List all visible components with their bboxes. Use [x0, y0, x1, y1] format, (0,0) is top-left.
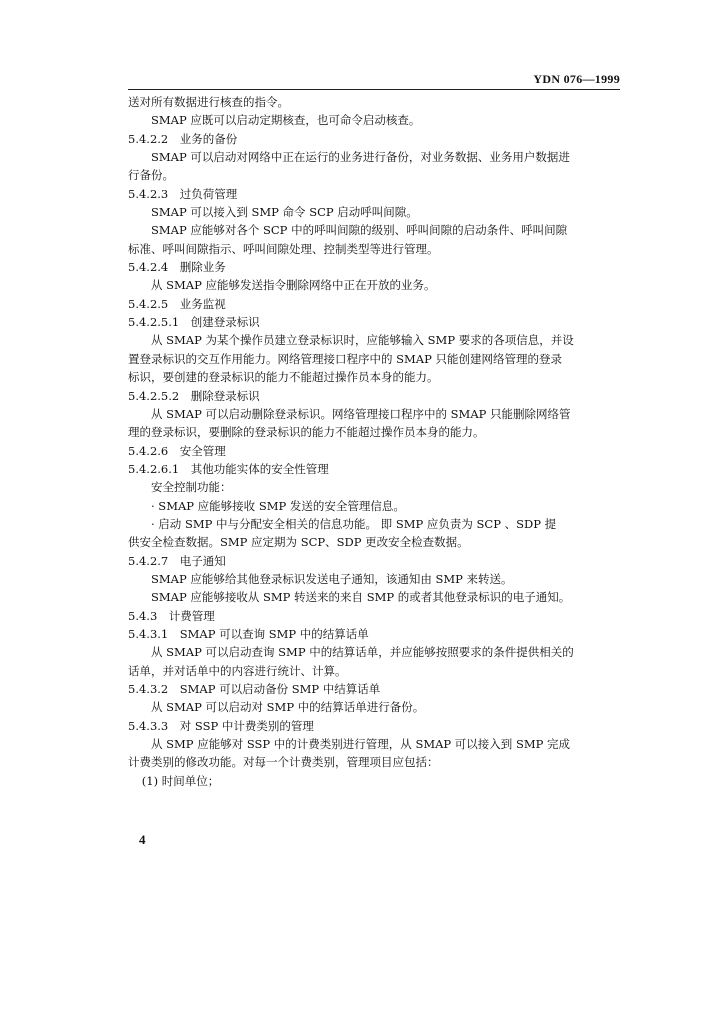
text-line: 从 SMP 应能够对 SSP 中的计费类别进行管理，从 SMAP 可以接入到 SMP 完成 — [151, 737, 571, 752]
text-line: 安全控制功能： — [151, 480, 232, 495]
bullet-line: · SMAP 应能够接收 SMP 发送的安全管理信息。 — [151, 498, 405, 513]
text-line: 标识，要创建的登录标识的能力不能超过操作员本身的能力。 — [128, 370, 439, 385]
running-header: YDN 076—1999 — [533, 72, 620, 86]
text-line: 送对所有数据进行核查的指令。 — [128, 95, 289, 109]
text-line: SMAP 应既可以启动定期核查，也可命令启动核查。 — [151, 113, 421, 128]
text-line: 标准、呼叫间隙指示、呼叫间隙处理、控制类型等进行管理。 — [128, 241, 439, 256]
text-line: SMAP 应能够对各个 SCP 中的呼叫间隙的级别、呼叫间隙的启动条件、呼叫间隙 — [151, 223, 568, 238]
text-line: SMAP 可以接入到 SMP 命令 SCP 启动呼叫间隙。 — [151, 205, 418, 220]
text-line: 计费类别的修改功能。对每一个计费类别，管理项目应包括： — [128, 755, 439, 770]
document-body — [128, 93, 620, 790]
section-heading: 5.4.3.1 SMAP 可以查询 SMP 中的结算话单 — [128, 626, 369, 641]
header-rule — [128, 89, 620, 90]
page-number: 4 — [139, 832, 146, 847]
text-line: 话单，并对话单中的内容进行统计、计算。 — [128, 663, 347, 678]
bullet-line: · 启动 SMP 中与分配安全相关的信息功能。 即 SMP 应负责为 SCP 、SDP 提 — [151, 516, 557, 531]
text-line: 供安全检查数据。SMP 应定期为 SCP、SDP 更改安全检查数据。 — [128, 535, 469, 550]
text-line: 从 SMAP 应能够发送指令删除网络中正在开放的业务。 — [151, 278, 436, 293]
text-line: 行备份。 — [128, 168, 174, 183]
section-heading: 5.4.2.4 删除业务 — [128, 260, 226, 275]
section-heading: 5.4.2.5.1 创建登录标识 — [128, 315, 260, 330]
text-line: SMAP 可以启动对网络中正在运行的业务进行备份，对业务数据、业务用户数据进 — [151, 150, 570, 165]
section-heading: 5.4.3 计费管理 — [128, 608, 215, 623]
section-heading: 5.4.2.2 业务的备份 — [128, 131, 238, 146]
text-line: 从 SMAP 为某个操作员建立登录标识时，应能够输入 SMP 要求的各项信息，并设 — [151, 333, 574, 348]
text-line: 理的登录标识，要删除的登录标识的能力不能超过操作员本身的能力。 — [128, 425, 485, 440]
section-heading: 5.4.2.5.2 删除登录标识 — [128, 388, 260, 403]
section-heading: 5.4.3.2 SMAP 可以启动备份 SMP 中结算话单 — [128, 682, 381, 696]
text-line: 置登录标识的交互作用能力。网络管理接口程序中的 SMAP 只能创建网络管理的登录 — [128, 351, 563, 366]
section-heading: 5.4.2.7 电子通知 — [128, 553, 226, 568]
section-heading: 5.4.2.6.1 其他功能实体的安全性管理 — [128, 461, 329, 476]
text-line: 从 SMAP 可以启动删除登录标识。网络管理接口程序中的 SMAP 只能删除网络管 — [151, 406, 571, 421]
section-heading: 5.4.2.6 安全管理 — [128, 443, 226, 458]
section-heading: 5.4.2.5 业务监视 — [128, 296, 226, 311]
text-line: SMAP 应能够给其他登录标识发送电子通知，该通知由 SMP 来转送。 — [151, 571, 513, 586]
section-heading: 5.4.3.3 对 SSP 中计费类别的管理 — [128, 718, 314, 733]
list-item: (1) 时间单位； — [141, 773, 220, 788]
text-line: 从 SMAP 可以启动查询 SMP 中的结算话单，并应能够按照要求的条件提供相关的 — [151, 645, 574, 660]
text-line: SMAP 应能够接收从 SMP 转送来的来自 SMP 的或者其他登录标识的电子通知。 — [151, 590, 571, 605]
section-heading: 5.4.2.3 过负荷管理 — [128, 186, 238, 201]
text-line: 从 SMAP 可以启动对 SMP 中的结算话单进行备份。 — [151, 700, 425, 715]
